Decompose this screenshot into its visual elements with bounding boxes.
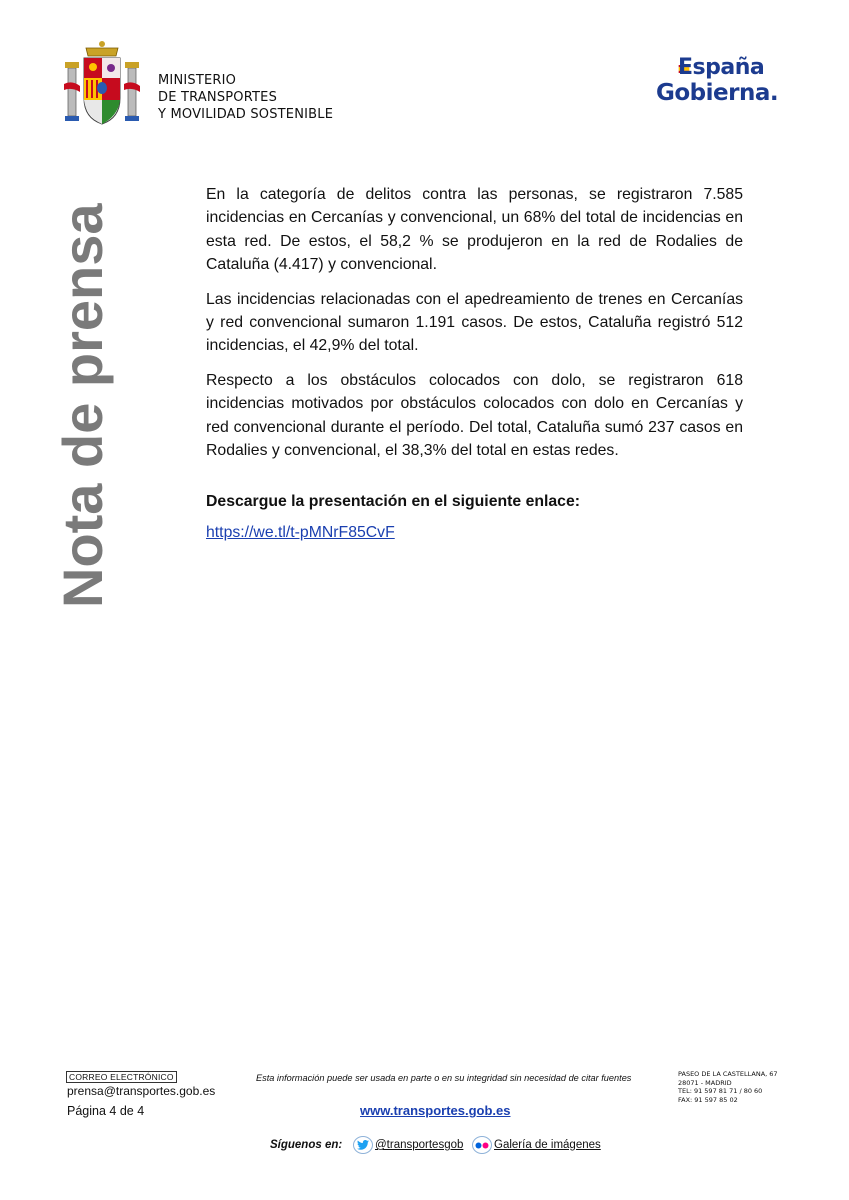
ministry-name <box>158 72 333 123</box>
espana-gobierna-logo <box>656 55 796 108</box>
follow-label: Síguenos en: <box>270 1139 343 1151</box>
address-line: FAX: 91 597 85 02 <box>678 1095 738 1104</box>
coat-of-arms-logo <box>62 40 142 130</box>
website-link[interactable]: www.transportes.gob.es <box>360 1103 511 1118</box>
ministry-line: MINISTERIO <box>158 73 237 88</box>
ministry-line: Y MOVILIDAD SOSTENIBLE <box>158 107 334 122</box>
address-block <box>678 1070 778 1104</box>
flickr-icon <box>472 1136 492 1154</box>
press-email[interactable]: prensa@transportes.gob.es <box>67 1084 216 1098</box>
download-link[interactable]: https://we.tl/t-pMNrF85CvF <box>206 524 395 541</box>
twitter-handle: @transportesgob <box>375 1139 464 1151</box>
body-paragraph: Respecto a los obstáculos colocados con dolo, se registraron 618 incidencias motivados por obstáculos colocados con dolo en Cercanías y red convencional durante el período. Del total, Cataluña sumó 237 casos en Rodalies y convencional, el 38,3% del total en estas redes. <box>206 371 743 460</box>
usage-notice: Esta información puede ser usada en parte o en su integridad sin necesidad de citar fuentes <box>256 1073 632 1083</box>
email-label: CORREO ELECTRÓNICO <box>66 1071 177 1083</box>
body-paragraph: En la categoría de delitos contra las personas, se registraron 7.585 incidencias en Cercanías y convencional, un 68% del total de incidencias en esta red. De estos, el 58,2 % se produjeron en la red de Rodalies de Cataluña (4.417) y convencional. <box>206 186 743 274</box>
gov-logo-line1: España <box>678 55 765 80</box>
ministry-line: DE TRANSPORTES <box>158 90 278 105</box>
download-heading: Descargue la presentación en el siguiente enlace: <box>206 493 581 510</box>
press-release-title: Nota de prensa <box>51 203 114 608</box>
address-line: PASEO DE LA CASTELLANA, 67 <box>678 1070 778 1078</box>
twitter-icon <box>353 1136 373 1154</box>
gallery-text: Galería de imágenes <box>494 1139 601 1151</box>
page-number: Página 4 de 4 <box>67 1104 145 1118</box>
gov-logo-line2: Gobierna. <box>656 80 779 106</box>
address-line: 28071 - MADRID <box>678 1078 732 1087</box>
address-line: TEL: 91 597 81 71 / 80 60 <box>678 1087 763 1096</box>
gallery-link[interactable] <box>472 1135 601 1155</box>
body-paragraph: Las incidencias relacionadas con el apedreamiento de trenes en Cercanías y red convencional sumaron 1.191 casos. De estos, Cataluña registró 512 incidencias, el 42,9% del total. <box>206 290 743 355</box>
twitter-link[interactable] <box>353 1135 463 1155</box>
body-content <box>206 183 743 473</box>
